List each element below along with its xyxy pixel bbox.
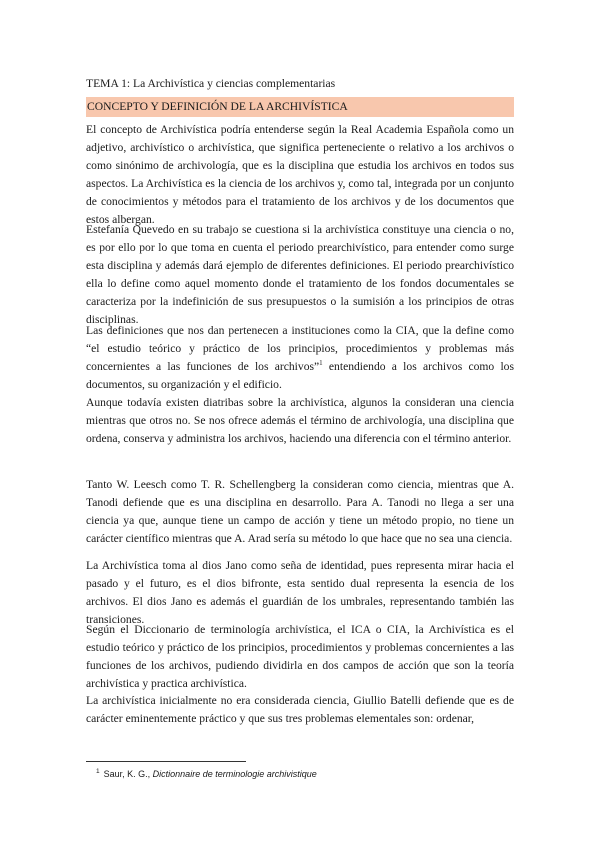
cia-definition-quote: “el estudio teórico y práctico de los principios, procedimientos y problemas más concernientes a las funciones de los archivos” <box>86 342 514 374</box>
cia-definition-intro: Las definiciones que nos dan pertenecen a instituciones como la CIA, que la define como <box>86 324 514 337</box>
footnote-number: 1 <box>96 768 100 775</box>
footnote <box>96 766 516 780</box>
tema-title: TEMA 1: La Archivística y ciencias complementarias <box>86 77 336 90</box>
paragraph-leesch: Tanto W. Leesch como T. R. Schellengberg la consideran como ciencia, mientras que A. Tanodi defiende que es una disciplina en desarrollo. Para A. Tanodi no llega a ser una ciencia ya que, aunque tiene un campo de acción y tiene un método propio, no tiene un carácter científico mientras que A. Arad sería su método lo que hace que no sea una ciencia. <box>86 478 514 546</box>
paragraph-definiciones <box>86 322 514 394</box>
paragraph-batelli: La archivística inicialmente no era considerada ciencia, Giullio Batelli defiende que es de carácter eminentemente práctico y que sus tres problemas elementales son: ordenar, <box>86 694 514 726</box>
footnote-reference[interactable]: 1 <box>319 359 323 368</box>
paragraph-quevedo: Estefanía Quevedo en su trabajo se cuestiona si la archivística constituye una ciencia o no, es por ello por lo que toma en cuenta el periodo prearchivístico, para entender como surge esta disciplina y además dará ejemplo de diferentes definiciones. El periodo prearchivístico ella lo define como aquel momento donde el tratamiento de los fondos documentales se caracteriza por la indefinición de sus presupuestos o la sumisión a los principios de otras disciplinas. <box>86 223 514 327</box>
footnote-divider <box>86 761 246 762</box>
paragraph-concepto: El concepto de Archivística podría entenderse según la Real Academia Española como un adjetivo, archivístico o archivística, que significa perteneciente o relativo a los archivos o como sinónimo de archivología, que es la disciplina que estudia los archivos en todos sus aspectos. La Archivística es la ciencia de los archivos y, como tal, integrada por un conjunto de conocimientos y métodos para el tratamiento de los archivos y de los documentos que estos albergan. <box>86 123 514 227</box>
paragraph-diccionario: Según el Diccionario de terminología archivística, el ICA o CIA, la Archivística es el estudio teórico y práctico de los principios, procedimientos y problemas concernientes a las funciones de los archivos, pudiendo dividirla en dos campos de acción que son la teoría archivística y practica archivística. <box>86 623 514 691</box>
section-heading: CONCEPTO Y DEFINICIÓN DE LA ARCHIVÍSTICA <box>86 97 514 117</box>
paragraph-jano: La Archivística toma al dios Jano como seña de identidad, pues representa mirar hacia el pasado y el futuro, es el dios bifronte, esta sentido dual representa la esencia de los archivos. El dios Jano es además el guardián de los umbrales, representando también las transiciones. <box>86 559 514 627</box>
footnote-title: Dictionnaire de terminologie archivistique <box>152 769 317 779</box>
cia-definition-tail: entendiendo a los archivos como los documentos, su organización y el edificio. <box>86 360 514 392</box>
footnote-author: Saur, K. G., <box>103 769 151 779</box>
paragraph-diatribas: Aunque todavía existen diatribas sobre la archivística, algunos la consideran una ciencia mientras que otros no. Se nos ofrece además el término de archivología, una disciplina que ordena, conserva y administra los archivos, haciendo una diferencia con el término anterior. <box>86 396 514 446</box>
